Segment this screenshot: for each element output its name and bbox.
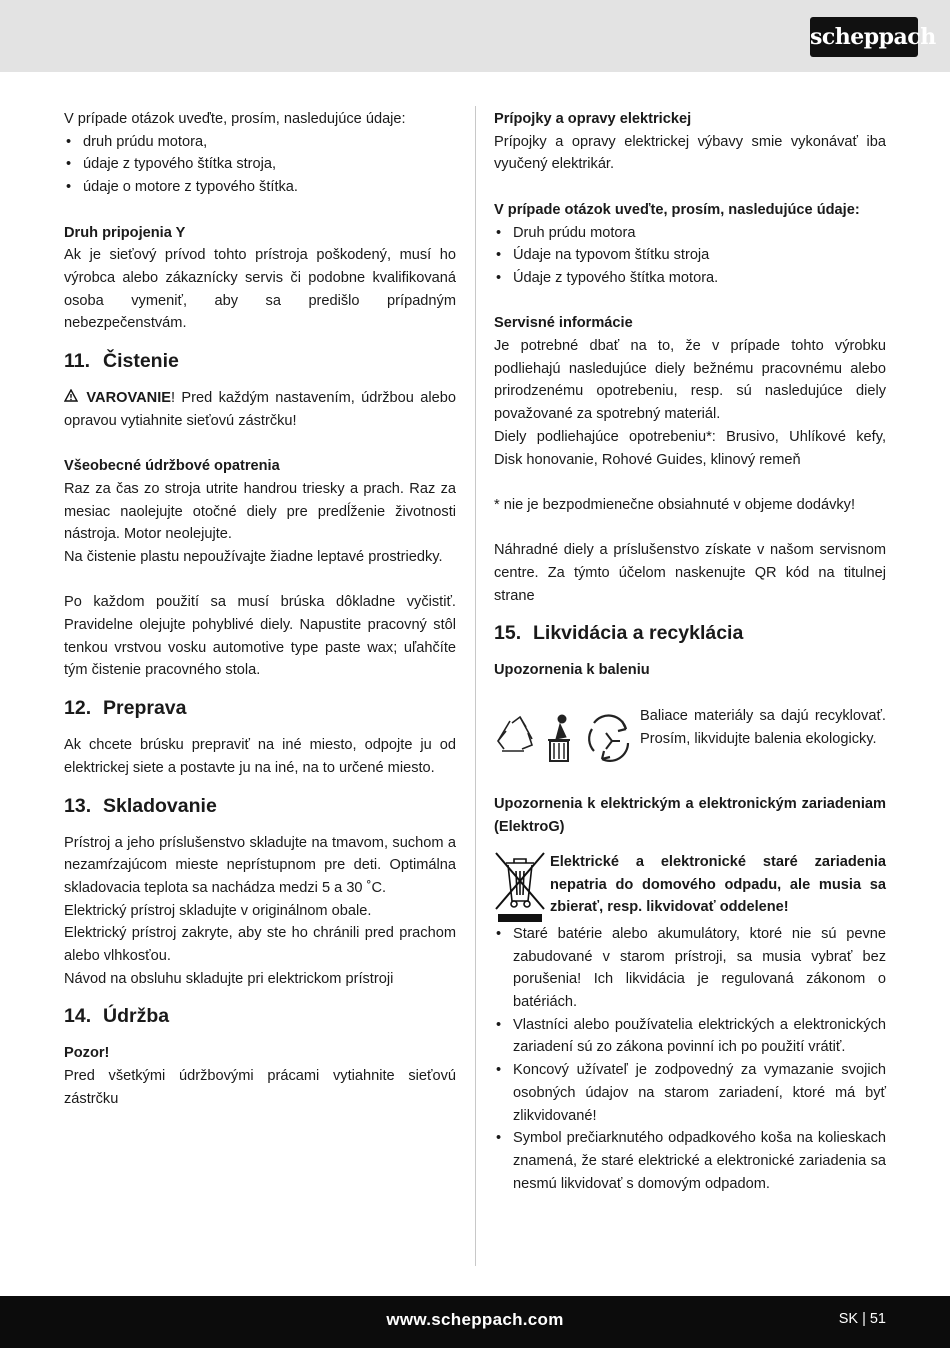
- general-maintenance-text: Na čistenie plastu nepoužívajte žiadne leptavé prostriedky.: [64, 548, 443, 565]
- right-column: [494, 108, 886, 1195]
- transport-text: Ak chcete brúsku prepraviť na iné miesto, odpojte ju od elektrickej siete a postavte ju na iné, na to určené miesto.: [64, 737, 456, 776]
- spare-parts-text: Náhradné diely a príslušenstvo získate v našom servisnom centre. Za týmto účelom naskenujte QR kód na titulnej strane: [494, 542, 886, 604]
- weee-list: [494, 923, 886, 1195]
- packaging-heading: Upozornenia k baleniu: [494, 662, 650, 679]
- service-note: * nie je bezpodmienečne obsiahnuté v objeme dodávky!: [494, 496, 856, 513]
- footer: [0, 1296, 950, 1348]
- warning-label: VAROVANIE: [86, 390, 171, 407]
- warning-paragraph: [64, 387, 456, 432]
- section-number: 14.: [64, 1005, 92, 1028]
- section-12-heading: [64, 694, 456, 722]
- section-title: Čistenie: [103, 350, 179, 373]
- section-title: Skladovanie: [103, 794, 217, 817]
- general-maintenance-heading: Všeobecné údržbové opatrenia: [64, 458, 280, 475]
- section-number: 15.: [494, 622, 522, 645]
- intro-text: V prípade otázok uveďte, prosím, nasledujúce údaje:: [64, 111, 406, 127]
- section-number: 12.: [64, 697, 92, 720]
- maintenance-text: Pred všetkými údržbovými prácami vytiahnite sieťovú zástrčku: [64, 1068, 456, 1107]
- general-maintenance-text: Po každom použití sa musí brúska dôkladne vyčistiť. Pravidelne olejujte pohyblivé diely. Napustite pracovný stôl tenkou vrstvou vosku automotive type paste wax; uľahčíte tým čistenie pracovného stola.: [64, 594, 456, 679]
- section-14-heading: [64, 1002, 456, 1030]
- list-item: • Údaje na typovom štítku stroja: [494, 244, 886, 267]
- caution-heading: Pozor!: [64, 1045, 110, 1062]
- list-item: • druh prúdu motora,: [64, 131, 456, 154]
- y-connection-text: Ak je sieťový prívod tohto prístroja poškodený, musí ho výrobca alebo zákaznícky servis či podobne kvalifikovaná osoba vymeniť, aby sa predišlo prípadným nebezpečenstvám.: [64, 247, 456, 332]
- general-maintenance-text: Raz za čas zo stroja utrite handrou triesky a prach. Raz za mesiac naolejujte otočné diely pre predĺženie životnosti nástroja. Motor neolejujte.: [64, 480, 456, 543]
- footer-website-link[interactable]: www.scheppach.com: [386, 1310, 564, 1329]
- section-title: Likvidácia a recyklácia: [533, 622, 744, 645]
- section-11-heading: [64, 347, 456, 375]
- list-item: • údaje o motore z typového štítka.: [64, 176, 456, 199]
- questions-heading: V prípade otázok uveďte, prosím, nasledujúce údaje:: [494, 201, 860, 218]
- section-title: Preprava: [103, 697, 187, 720]
- weee-heading: Upozornenia k elektrickým a elektronickým zariadeniam (ElektroG): [494, 796, 886, 836]
- storage-text: Prístroj a jeho príslušenstvo skladujte na tmavom, suchom a nezamŕzajúcom mieste neprístupnom pre deti. Optimálna skladovacia teplota sa nachádza medzi 5 a 30 ˚C.: [64, 834, 456, 896]
- green-recycle-icon: [589, 715, 628, 760]
- weee-warning-text: Elektrické a elektronické staré zariadenia nepatria do domového odpadu, ale musia sa zbierať, resp. likvidovať oddelene!: [550, 853, 886, 916]
- list-item: • Symbol prečiarknutého odpadkového koša na kolieskach znamená, že staré elektrické a elektronické zariadenia sa nesmú likvidovať s domovým odpadom.: [494, 1127, 886, 1195]
- section-number: 13.: [64, 794, 92, 817]
- service-info-heading: Servisné informácie: [494, 315, 633, 332]
- column-divider: [475, 106, 476, 1266]
- recycle-icon: [498, 717, 532, 751]
- list-item: • Údaje z typového štítka motora.: [494, 267, 886, 290]
- crossed-bin-icon: [494, 851, 550, 923]
- list-item: • Vlastníci alebo používatelia elektrických a elektronických zariadení sú zo zákona povinní ich po použití vrátiť.: [494, 1014, 886, 1059]
- brand-logo: scheppach: [810, 17, 918, 57]
- electrical-connections-text: Prípojky a opravy elektrickej výbavy smie vykonávať iba vyučený elektrikár.: [494, 133, 886, 173]
- left-column: [64, 108, 456, 1111]
- service-info-text: Diely podliehajúce opotrebeniu*: Brusivo, Uhlíkové kefy, Disk honovanie, Rohové Guides, klinový remeň: [494, 428, 886, 468]
- bin-disposal-icon: [548, 715, 570, 761]
- storage-text: Návod na obsluhu skladujte pri elektrickom prístroji: [64, 970, 394, 987]
- questions-list: [494, 222, 886, 290]
- service-info-text: Je potrebné dbať na to, že v prípade tohto výrobku podliehajú nasledujúce diely bežnému pracovnému alebo prirodzenému opotrebeniu, resp. sú nasledujúce diely považované za spotrebný materiál.: [494, 338, 886, 423]
- packaging-row: [494, 705, 886, 771]
- page-number: SK | 51: [838, 1311, 886, 1327]
- packaging-icons: [494, 711, 640, 771]
- warning-text: ! Pred každým nastavením, údržbou alebo opravou vytiahnite sieťovú zástrčku!: [64, 390, 456, 429]
- header-band: [0, 0, 950, 72]
- intro-list: [64, 131, 456, 199]
- list-item: • údaje z typového štítka stroja,: [64, 153, 456, 176]
- section-15-heading: [494, 619, 886, 647]
- weee-row: [494, 851, 886, 923]
- section-13-heading: [64, 792, 456, 820]
- section-title: Údržba: [103, 1005, 170, 1028]
- list-item: • Druh prúdu motora: [494, 222, 886, 245]
- y-connection-heading: Druh pripojenia Y: [64, 224, 186, 241]
- storage-text: Elektrický prístroj skladujte v originálnom obale.: [64, 902, 372, 919]
- list-item: • Staré batérie alebo akumulátory, ktoré nie sú pevne zabudované v starom prístroji, sa musia vybrať bez porušenia! Ich likvidácia je regulovaná zákonom o batériách.: [494, 923, 886, 1014]
- packaging-text: Baliace materiály sa dajú recyklovať. Prosím, likvidujte balenia ekologicky.: [640, 707, 886, 747]
- warning-triangle-icon: [64, 387, 80, 410]
- storage-text: Elektrický prístroj zakryte, aby ste ho chránili pred prachom alebo vlhkosťou.: [64, 925, 456, 965]
- section-number: 11.: [64, 350, 91, 373]
- list-item: • Koncový užívateľ je zodpovedný za vymazanie svojich osobných údajov na starom zariadení, ktoré má byť zlikvidované!: [494, 1059, 886, 1127]
- electrical-connections-heading: Prípojky a opravy elektrickej: [494, 111, 692, 127]
